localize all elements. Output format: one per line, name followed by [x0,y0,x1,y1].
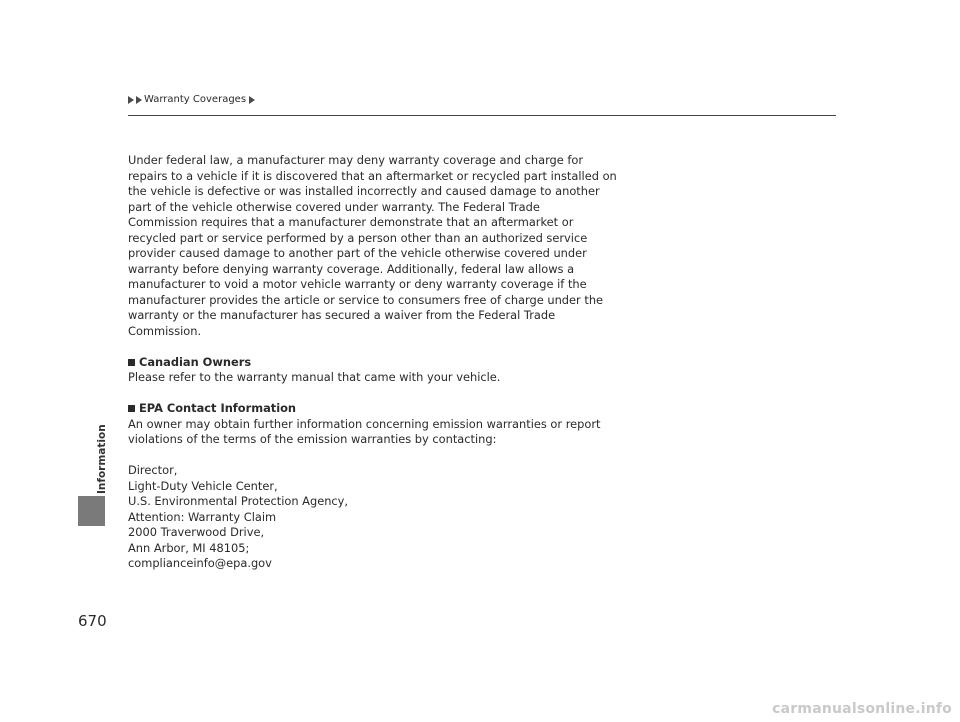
address-line: Light-Duty Vehicle Center, [128,478,278,493]
epa-address [128,463,568,572]
section-heading-text: Canadian Owners [139,354,252,369]
watermark-text: carmanualsonline.info [772,701,952,717]
email-address: complianceinfo@epa.gov [128,556,272,570]
warranty-paragraph [128,153,617,339]
paragraph-line: provider caused damage to another part of the vehicle otherwise covered under [128,246,587,260]
paragraph-line: Commission requires that a manufacturer demonstrate that an aftermarket or [128,215,574,229]
breadcrumb-arrow-icon [136,96,142,104]
paragraph-line: warranty or the manufacturer has secured a waiver from the Federal Trade [128,308,556,322]
paragraph-line: warranty before denying warranty coverage. Additionally, federal law allows a [128,261,575,276]
paragraph-line: part of the vehicle otherwise covered under warranty. The Federal Trade [128,199,540,214]
page-number: 670 [78,612,107,630]
address-line: Ann Arbor, MI 48105; [128,540,250,555]
address-line: 2000 Traverwood Drive, [128,525,265,539]
side-tab-label: Information [96,424,108,494]
square-bullet-icon [128,405,135,412]
section-heading-epa-contact [128,401,568,417]
paragraph-line: Commission. [128,323,202,338]
side-tab-marker [78,496,105,526]
section-heading-canadian-owners [128,355,568,371]
page-content [128,153,617,572]
paragraph-line: manufacturer provides the article or service to consumers free of charge under the [128,292,604,307]
breadcrumb [128,94,257,105]
epa-text-line: An owner may obtain further information concerning emission warranties or report [128,416,601,431]
paragraph-line: repairs to a vehicle if it is discovered that an aftermarket or recycled part installed on [128,168,617,183]
address-line: Director, [128,463,178,477]
breadcrumb-arrow-icon [249,96,255,104]
paragraph-line: the vehicle is defective or was installed incorrectly and caused damage to another [128,184,600,198]
section-heading-text: EPA Contact Information [139,401,297,415]
paragraph-line: Under federal law, a manufacturer may deny warranty coverage and charge for [128,153,584,167]
header-divider [128,115,836,116]
square-bullet-icon [128,359,135,366]
breadcrumb-link-warranty-coverages[interactable]: Warranty Coverages [144,94,247,105]
canadian-owners-text: Please refer to the warranty manual that came with your vehicle. [128,370,501,384]
paragraph-line: recycled part or service performed by a person other than an authorized service [128,230,588,245]
breadcrumb-arrow-icon [128,96,134,104]
address-line: U.S. Environmental Protection Agency, [128,494,349,508]
epa-text-line: violations of the terms of the emission warranties by contacting: [128,432,497,446]
paragraph-line: manufacturer to void a motor vehicle warranty or deny warranty coverage if the [128,277,587,291]
address-line: Attention: Warranty Claim [128,509,277,524]
